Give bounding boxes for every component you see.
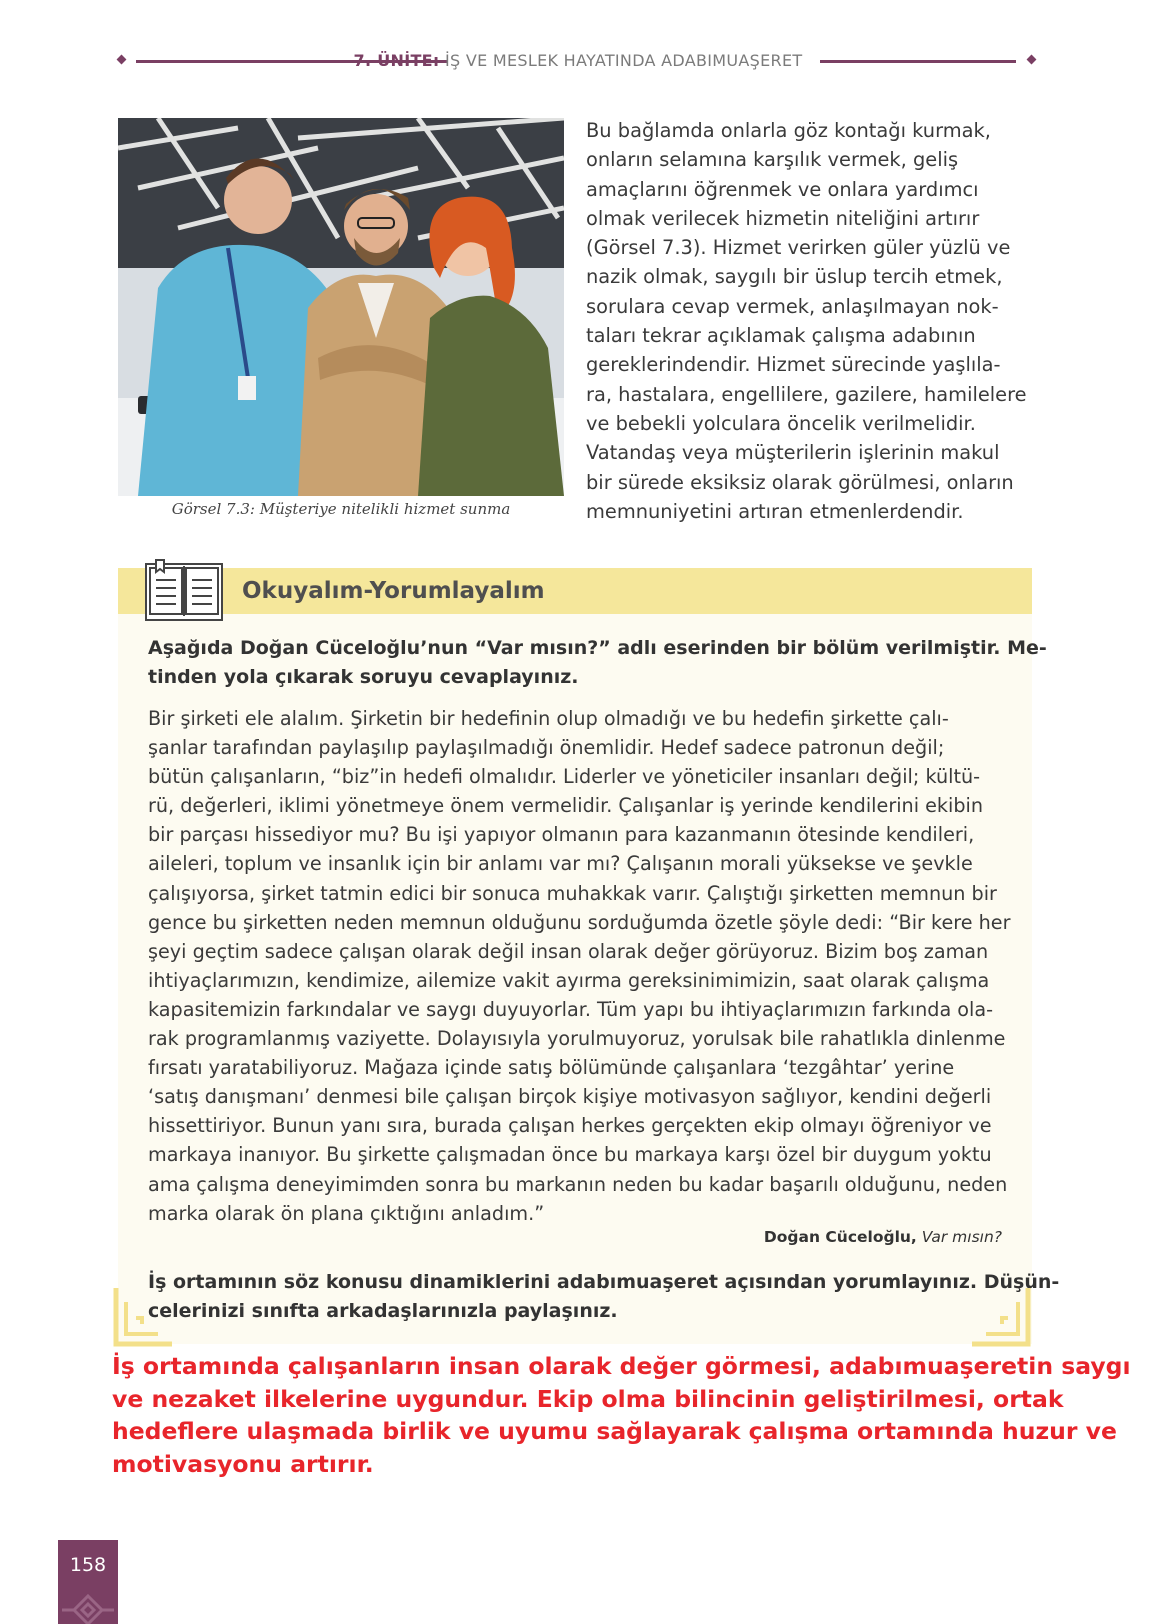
- text-line: memnuniyetini artıran etmenlerdendir.: [586, 499, 964, 523]
- text-line: ‘satış danışmanı’ denmesi bile çalışan birçok kişiye motivasyon sağlıyor, kendini değerli: [148, 1085, 992, 1109]
- text-line: şanlar tarafından paylaşılıp paylaşılmadığı önemlidir. Hedef sadece patronun değil;: [148, 736, 945, 760]
- text-line: gence bu şirketten neden memnun olduğunu sorduğumda özetle şöyle dedi: “Bir kere her: [148, 910, 1011, 934]
- text-line: bir parçası hissediyor mu? Bu işi yapıyor olmanın para kazanmanın ötesinde kendileri,: [148, 823, 975, 847]
- corner-ornament-icon: [112, 1288, 172, 1348]
- text-line: Aşağıda Doğan Cüceloğlu’nun “Var mısın?” adlı eserinden bir bölüm verilmiştir. Me-: [148, 637, 1047, 659]
- text-line: hissettiriyor. Bunun yanı sıra, burada çalışan herkes gerçekten ekip olmayı öğreniyor ve: [148, 1114, 992, 1138]
- text-line: ve nezaket ilkelerine uygundur. Ekip olma bilincinin geliştirilmesi, ortak: [112, 1384, 1064, 1413]
- text-line: kapasitemizin farkındalar ve saygı duyuyorlar. Tüm yapı bu ihtiyaçlarımızın farkında ola-: [148, 997, 994, 1021]
- activity-header: [118, 568, 1032, 614]
- text-line: gereklerindendir. Hizmet sürecinde yaşlıla-: [586, 353, 1001, 377]
- text-line: onların selamına karşılık vermek, geliş: [586, 148, 959, 172]
- text-line: sorulara cevap vermek, anlaşılmayan nok-: [586, 294, 999, 318]
- quoted-passage: [148, 704, 1011, 1228]
- text-line: ve bebekli yolculara öncelik verilmelidir.: [586, 411, 976, 435]
- text-line: çalışıyorsa, şirket tatmin edici bir sonuca muhakkak varır. Çalıştığı şirketten memnun bir: [148, 881, 997, 905]
- diamond-icon: [1027, 55, 1037, 65]
- ornament-icon: [62, 1592, 114, 1624]
- text-line: amaçlarını öğrenmek ve onlara yardımcı: [586, 177, 979, 201]
- text-line: hedeflere ulaşmada birlik ve uyumu sağlayarak çalışma ortamında huzur ve: [112, 1417, 1117, 1446]
- text-line: olmak verilecek hizmetin niteliğini artırır: [586, 206, 980, 230]
- text-line: celerinizi sınıfta arkadaşlarınızla paylaşınız.: [148, 1300, 618, 1322]
- page-number-tab: [58, 1540, 118, 1624]
- text-line: Vatandaş veya müşterilerin işlerinin makul: [586, 441, 1000, 465]
- text-line: şeyi geçtim sadece çalışan olarak değil insan olarak değer görüyoruz. Bizim boş zaman: [148, 939, 989, 963]
- student-answer: [112, 1350, 1131, 1480]
- diamond-icon: [117, 55, 127, 65]
- text-line: fırsatı yaratabiliyoruz. Mağaza içinde satış bölümünde çalışanlara ‘tezgâhtar’ yerine: [148, 1056, 955, 1080]
- body-paragraph: [586, 116, 1042, 526]
- text-line: nazik olmak, saygılı bir üslup tercih etmek,: [586, 265, 1003, 289]
- text-line: bir sürede eksiksiz olarak görülmesi, onların: [586, 470, 1014, 494]
- text-line: rak programlanmış vaziyette. Dolayısıyla yorulmuyoruz, yorulsak bile rahatlıkla dinlenme: [148, 1027, 1006, 1051]
- page-number: 158: [69, 1554, 107, 1576]
- figure-caption: Görsel 7.3: Müşteriye nitelikli hizmet sunma: [171, 500, 511, 518]
- corner-ornament-icon: [972, 1288, 1032, 1348]
- quote-source: [764, 1228, 1002, 1246]
- text-line: marka olarak ön plana çıktığını anladım.”: [148, 1201, 545, 1225]
- unit-title: [348, 51, 808, 70]
- unit-name: İŞ VE MESLEK HAYATINDA ADABIMUAŞERET: [445, 51, 803, 70]
- text-line: ra, hastalara, engellilere, gazilere, hamilelere: [586, 382, 1027, 406]
- source-author: Doğan Cüceloğlu,: [763, 1228, 917, 1246]
- source-title: Var mısın?: [921, 1228, 1002, 1246]
- text-line: Bu bağlamda onlarla göz kontağı kurmak,: [586, 119, 991, 142]
- text-line: markaya inanıyor. Bu şirkette çalışmadan önce bu markaya karşı özel bir duygum yoktu: [148, 1143, 992, 1167]
- activity-instruction: [148, 634, 1047, 692]
- text-line: rü, değerleri, iklimi yönetmeye önem vermelidir. Çalışanlar iş yerinde kendilerini ekibin: [148, 794, 984, 818]
- page-header: [118, 48, 1036, 74]
- text-line: (Görsel 7.3). Hizmet verirken güler yüzlü ve: [586, 236, 1011, 260]
- open-book-icon: [144, 558, 224, 622]
- text-line: taları tekrar açıklamak çalışma adabının: [586, 324, 976, 348]
- text-line: ihtiyaçlarımızın, kendimize, ailemize vakit ayırma gereksinimimizin, saat olarak çalışma: [148, 968, 990, 992]
- text-line: motivasyonu artırır.: [112, 1449, 374, 1478]
- text-line: İş ortamında çalışanların insan olarak değer görmesi, adabımuaşeretin saygı: [112, 1352, 1131, 1380]
- activity-title: Okuyalım-Yorumlayalım: [242, 578, 545, 604]
- unit-label: 7. ÜNİTE:: [353, 51, 440, 70]
- text-line: aileleri, toplum ve insanlık için bir anlamı var mı? Çalışanın morali yüksekse ve şevkle: [148, 852, 973, 876]
- text-line: Bir şirketi ele alalım. Şirketin bir hedefinin olup olmadığı ve bu hedefin şirkette çalı-: [148, 707, 949, 730]
- activity-question: [148, 1268, 1060, 1326]
- figure-photo: [118, 118, 564, 496]
- text-line: ama çalışma deneyimimden sonra bu markanın neden bu kadar başarılı olduğunu, neden: [148, 1172, 1008, 1196]
- header-rule: [820, 60, 1016, 63]
- text-line: İş ortamının söz konusu dinamiklerini adabımuaşeret açısından yorumlayınız. Düşün-: [148, 1271, 1060, 1293]
- text-line: bütün çalışanların, “biz”in hedefi olmalıdır. Liderler ve yöneticiler insanları değil; kültü-: [148, 765, 981, 789]
- text-line: tinden yola çıkarak soruyu cevaplayınız.: [148, 666, 579, 688]
